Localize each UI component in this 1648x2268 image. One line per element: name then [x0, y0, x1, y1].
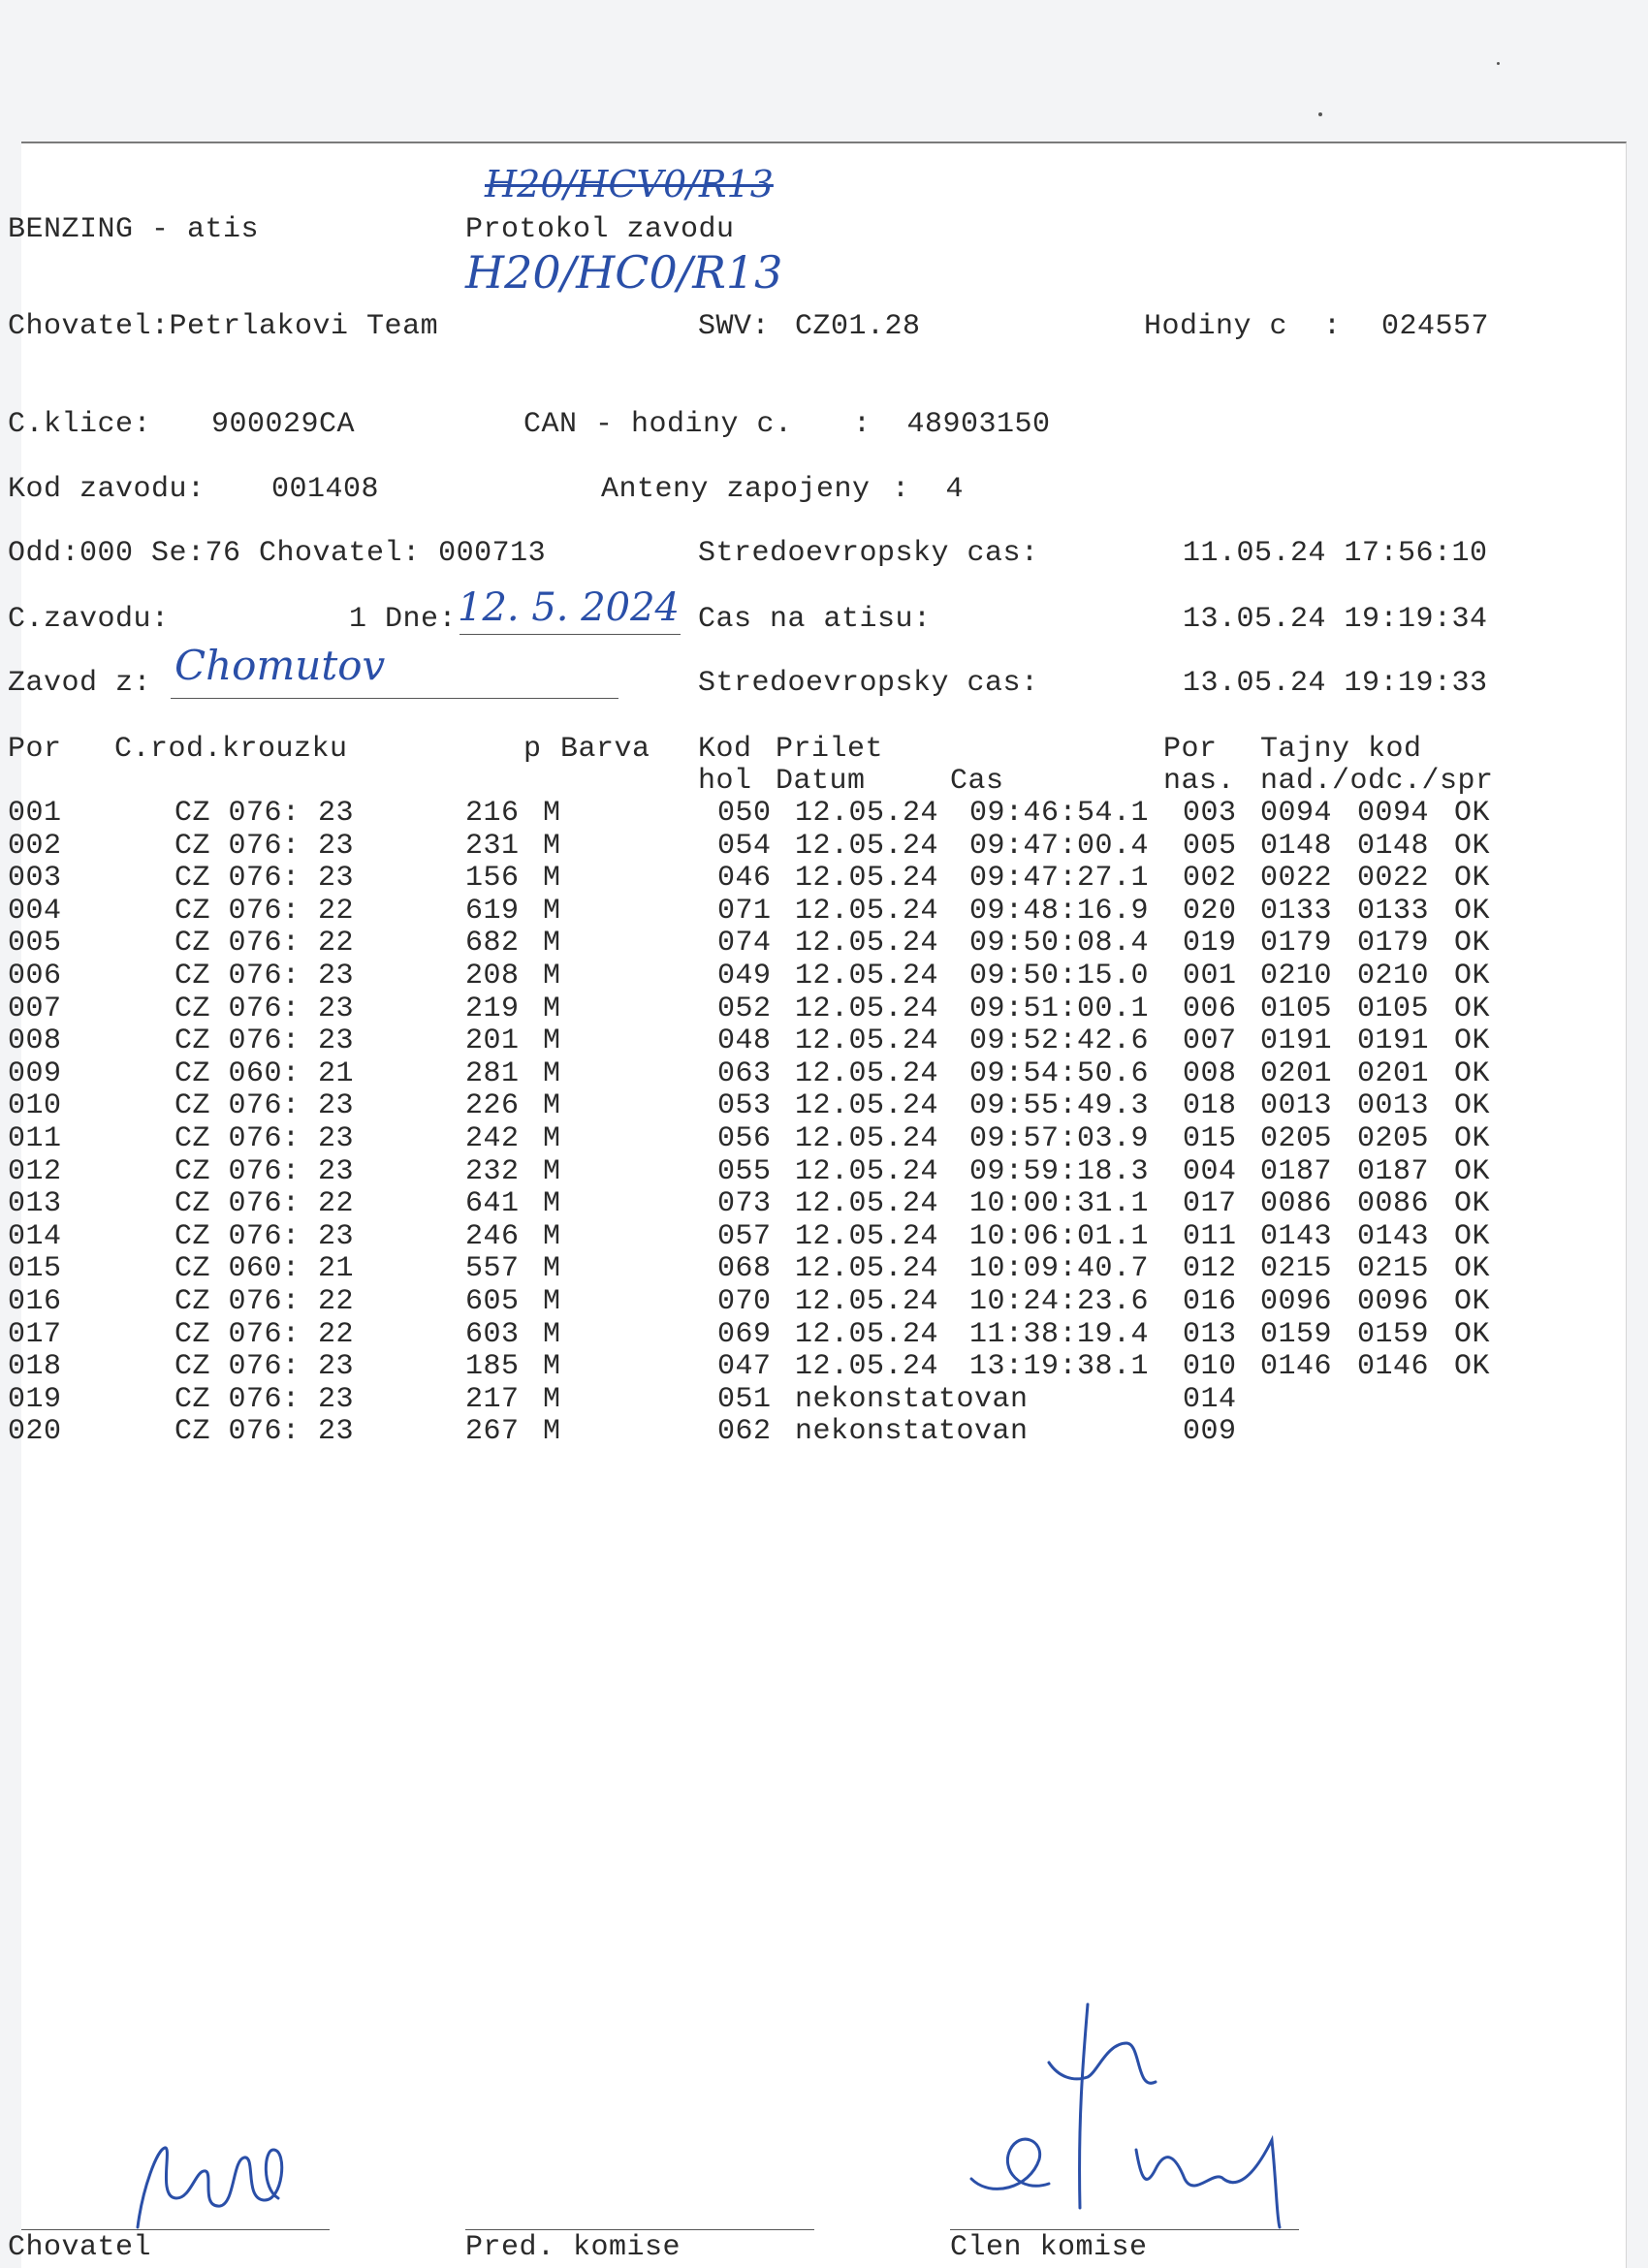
cet1-value: 11.05.24 17:56:10: [1183, 537, 1488, 570]
row-por-nas: 018: [1183, 1089, 1237, 1123]
row-code-nad: 0179: [1260, 927, 1333, 961]
row-sex: M: [543, 1382, 561, 1416]
row-ring: CZ 076: 23: [174, 1415, 355, 1449]
col-color: Barva: [560, 733, 650, 766]
row-status: OK: [1454, 1350, 1491, 1384]
row-date: nekonstatovan: [795, 1382, 1029, 1416]
row-kod: 048: [717, 1024, 772, 1058]
row-kod: 051: [717, 1382, 772, 1416]
row-status: OK: [1454, 1154, 1491, 1188]
antennas-value: : 4: [892, 473, 965, 506]
row-sex: M: [543, 1024, 561, 1058]
row-sex: M: [543, 1089, 561, 1123]
breeder-signature: [118, 2130, 312, 2237]
row-code-nad: 0086: [1260, 1187, 1333, 1221]
row-date: 12.05.24: [795, 1056, 939, 1090]
row-time: 09:57:03.9: [969, 1122, 1150, 1155]
col-por2: Por: [1163, 733, 1218, 766]
row-kod: 071: [717, 894, 772, 928]
cet1-label: Stredoevropsky cas:: [698, 537, 1039, 570]
can-value: : 48903150: [853, 408, 1051, 441]
row-code-odc: 0187: [1357, 1154, 1430, 1188]
row-ring: CZ 076: 23: [174, 1350, 355, 1384]
row-por: 009: [8, 1056, 62, 1090]
race-date-handwritten: 12. 5. 2024: [458, 585, 681, 630]
row-time: 13:19:38.1: [969, 1350, 1150, 1384]
row-kod: 062: [717, 1415, 772, 1449]
row-ring-no: 226: [465, 1089, 520, 1123]
row-time: 10:00:31.1: [969, 1187, 1150, 1221]
row-ring: CZ 076: 23: [174, 1024, 355, 1058]
col-datum: Datum: [776, 765, 866, 798]
row-kod: 056: [717, 1122, 772, 1155]
row-code-odc: 0210: [1357, 960, 1430, 992]
row-status: OK: [1454, 1122, 1491, 1155]
row-status: OK: [1454, 1317, 1491, 1351]
clock-value: 024557: [1381, 310, 1490, 343]
cet2-label: Stredoevropsky cas:: [698, 667, 1039, 700]
row-time: 09:52:42.6: [969, 1024, 1150, 1058]
race-no-value: 1 Dne:: [349, 603, 458, 636]
row-sex: M: [543, 829, 561, 863]
row-por-nas: 005: [1183, 829, 1237, 863]
row-sex: M: [543, 797, 561, 830]
row-time: 09:51:00.1: [969, 992, 1150, 1025]
row-status: OK: [1454, 927, 1491, 961]
atis-time-value: 13.05.24 19:19:34: [1183, 603, 1488, 636]
row-code-nad: 0187: [1260, 1154, 1333, 1188]
row-ring-no: 557: [465, 1252, 520, 1286]
protocol-code-struck: H20/HCV0/R13: [485, 163, 774, 205]
row-por-nas: 002: [1183, 862, 1237, 896]
row-por: 018: [8, 1350, 62, 1384]
row-ring: CZ 060: 21: [174, 1252, 355, 1286]
row-time: 09:47:00.4: [969, 829, 1150, 863]
row-status: OK: [1454, 862, 1491, 896]
row-code-nad: 0159: [1260, 1317, 1333, 1351]
row-code-nad: 0215: [1260, 1252, 1333, 1286]
row-status: OK: [1454, 1219, 1491, 1253]
row-kod: 070: [717, 1285, 772, 1318]
section-line: Odd:000 Se:76 Chovatel: 000713: [8, 537, 547, 570]
row-kod: 068: [717, 1252, 772, 1286]
race-from-handwritten: Chomutov: [174, 642, 386, 689]
col-codes: nad./odc./spr: [1260, 765, 1494, 798]
row-sex: M: [543, 992, 561, 1025]
row-code-odc: 0094: [1357, 797, 1430, 830]
row-kod: 074: [717, 927, 772, 961]
member-sign-label: Clen komise: [950, 2231, 1148, 2264]
row-ring-no: 603: [465, 1317, 520, 1351]
row-kod: 052: [717, 992, 772, 1025]
row-date: 12.05.24: [795, 1317, 939, 1351]
row-time: 09:59:18.3: [969, 1154, 1150, 1188]
key-value: 900029CA: [211, 408, 356, 441]
date-underline: [460, 634, 681, 635]
cet2-value: 13.05.24 19:19:33: [1183, 667, 1488, 700]
breeder-line: Chovatel:Petrlakovi Team: [8, 310, 439, 343]
row-ring-no: 232: [465, 1154, 520, 1188]
row-por: 015: [8, 1252, 62, 1286]
row-status: OK: [1454, 1056, 1491, 1090]
row-por-nas: 007: [1183, 1024, 1237, 1058]
row-date: 12.05.24: [795, 829, 939, 863]
member-signature: [952, 1985, 1417, 2227]
row-por-nas: 010: [1183, 1350, 1237, 1384]
row-time: 10:24:23.6: [969, 1285, 1150, 1318]
row-kod: 053: [717, 1089, 772, 1123]
row-time: 09:48:16.9: [969, 894, 1150, 928]
row-ring-no: 242: [465, 1122, 520, 1155]
member-sign-line: [950, 2229, 1299, 2230]
row-date: 12.05.24: [795, 1350, 939, 1384]
row-status: OK: [1454, 797, 1491, 830]
row-date: 12.05.24: [795, 1219, 939, 1253]
row-date: nekonstatovan: [795, 1415, 1029, 1449]
row-code-odc: 0096: [1357, 1285, 1430, 1318]
row-ring-no: 201: [465, 1024, 520, 1058]
row-sex: M: [543, 1187, 561, 1221]
row-sex: M: [543, 1056, 561, 1090]
row-sex: M: [543, 894, 561, 928]
row-date: 12.05.24: [795, 1154, 939, 1188]
row-status: OK: [1454, 1089, 1491, 1123]
row-por: 010: [8, 1089, 62, 1123]
row-ring: CZ 076: 23: [174, 1089, 355, 1123]
row-por: 017: [8, 1317, 62, 1351]
row-ring: CZ 076: 23: [174, 1219, 355, 1253]
row-date: 12.05.24: [795, 960, 939, 992]
row-ring: CZ 076: 22: [174, 927, 355, 961]
row-code-nad: 0143: [1260, 1219, 1333, 1253]
row-por-nas: 008: [1183, 1056, 1237, 1090]
row-kod: 073: [717, 1187, 772, 1221]
row-time: 10:09:40.7: [969, 1252, 1150, 1286]
row-sex: M: [543, 1219, 561, 1253]
col-nas: nas.: [1163, 765, 1236, 798]
row-code-odc: 0201: [1357, 1056, 1430, 1090]
row-por-nas: 004: [1183, 1154, 1237, 1188]
row-sex: M: [543, 1415, 561, 1449]
row-code-odc: 0086: [1357, 1187, 1430, 1221]
row-por-nas: 011: [1183, 1219, 1237, 1253]
row-por: 003: [8, 862, 62, 896]
row-ring: CZ 076: 22: [174, 894, 355, 928]
row-ring-no: 231: [465, 829, 520, 863]
row-por: 014: [8, 1219, 62, 1253]
row-code-odc: 0215: [1357, 1252, 1430, 1286]
row-code-odc: 0013: [1357, 1089, 1430, 1123]
row-ring-no: 682: [465, 927, 520, 961]
row-ring: CZ 076: 23: [174, 862, 355, 896]
col-sex: p: [523, 733, 542, 766]
row-kod: 049: [717, 960, 772, 992]
row-ring: CZ 076: 23: [174, 960, 355, 992]
row-code-nad: 0148: [1260, 829, 1333, 863]
race-code-label: Kod zavodu:: [8, 473, 206, 506]
chair-sign-label: Pred. komise: [465, 2231, 681, 2264]
row-status: OK: [1454, 894, 1491, 928]
row-status: OK: [1454, 992, 1491, 1025]
row-code-odc: 0105: [1357, 992, 1430, 1025]
row-time: 10:06:01.1: [969, 1219, 1150, 1253]
row-por-nas: 015: [1183, 1122, 1237, 1155]
row-time: 09:54:50.6: [969, 1056, 1150, 1090]
row-kod: 057: [717, 1219, 772, 1253]
row-status: OK: [1454, 829, 1491, 863]
row-code-nad: 0096: [1260, 1285, 1333, 1318]
row-date: 12.05.24: [795, 1187, 939, 1221]
row-ring-no: 185: [465, 1350, 520, 1384]
row-ring: CZ 076: 23: [174, 829, 355, 863]
row-date: 12.05.24: [795, 1024, 939, 1058]
row-code-odc: 0148: [1357, 829, 1430, 863]
row-status: OK: [1454, 1285, 1491, 1318]
key-label: C.klice:: [8, 408, 152, 441]
row-status: OK: [1454, 1187, 1491, 1221]
row-code-nad: 0201: [1260, 1056, 1333, 1090]
row-ring-no: 156: [465, 862, 520, 896]
breeder-sign-label: Chovatel: [8, 2231, 152, 2264]
row-ring: CZ 076: 23: [174, 1382, 355, 1416]
row-status: OK: [1454, 960, 1491, 992]
row-por: 005: [8, 927, 62, 961]
row-code-nad: 0013: [1260, 1089, 1333, 1123]
row-ring-no: 267: [465, 1415, 520, 1449]
row-date: 12.05.24: [795, 1089, 939, 1123]
row-kod: 054: [717, 829, 772, 863]
row-date: 12.05.24: [795, 862, 939, 896]
row-ring-no: 619: [465, 894, 520, 928]
row-code-odc: 0022: [1357, 862, 1430, 896]
row-code-nad: 0205: [1260, 1122, 1333, 1155]
race-no-label: C.zavodu:: [8, 603, 170, 636]
row-status: OK: [1454, 1252, 1491, 1286]
col-kod: Kod: [698, 733, 752, 766]
row-ring-no: 219: [465, 992, 520, 1025]
row-por: 012: [8, 1154, 62, 1188]
protocol-code-handwritten: H20/HC0/R13: [465, 246, 783, 299]
row-code-nad: 0022: [1260, 862, 1333, 896]
row-por: 004: [8, 894, 62, 928]
row-code-odc: 0179: [1357, 927, 1430, 961]
row-code-nad: 0133: [1260, 894, 1333, 928]
row-time: 11:38:19.4: [969, 1317, 1150, 1351]
row-code-odc: 0133: [1357, 894, 1430, 928]
row-sex: M: [543, 1350, 561, 1384]
row-code-nad: 0210: [1260, 960, 1333, 992]
row-code-nad: 0105: [1260, 992, 1333, 1025]
col-por: Por: [8, 733, 62, 766]
row-sex: M: [543, 1252, 561, 1286]
antennas-label: Anteny zapojeny: [601, 473, 871, 506]
chair-sign-line: [465, 2229, 814, 2230]
row-code-odc: 0205: [1357, 1122, 1430, 1155]
race-from-label: Zavod z:: [8, 667, 152, 700]
row-time: 09:46:54.1: [969, 797, 1150, 830]
protocol-sheet: [8, 142, 1627, 2268]
row-ring: CZ 060: 21: [174, 1056, 355, 1090]
row-ring: CZ 076: 23: [174, 992, 355, 1025]
row-por-nas: 001: [1183, 960, 1237, 992]
row-date: 12.05.24: [795, 927, 939, 961]
row-status: OK: [1454, 1024, 1491, 1058]
row-code-odc: 0159: [1357, 1317, 1430, 1351]
swv-value: CZ01.28: [795, 310, 921, 343]
row-por-nas: 016: [1183, 1285, 1237, 1318]
row-ring-no: 246: [465, 1219, 520, 1253]
atis-time-label: Cas na atisu:: [698, 603, 932, 636]
row-date: 12.05.24: [795, 992, 939, 1025]
row-date: 12.05.24: [795, 797, 939, 830]
row-por-nas: 019: [1183, 927, 1237, 961]
row-por: 007: [8, 992, 62, 1025]
row-por: 002: [8, 829, 62, 863]
row-time: 09:50:15.0: [969, 960, 1150, 992]
row-por: 001: [8, 797, 62, 830]
can-label: CAN - hodiny c.: [523, 408, 793, 441]
swv-label: SWV:: [698, 310, 771, 343]
row-por: 016: [8, 1285, 62, 1318]
race-code-value: 001408: [271, 473, 380, 506]
row-por: 013: [8, 1187, 62, 1221]
row-code-odc: 0146: [1357, 1350, 1430, 1384]
row-kod: 055: [717, 1154, 772, 1188]
row-por-nas: 017: [1183, 1187, 1237, 1221]
scan-speck: [1497, 62, 1500, 65]
row-por: 019: [8, 1382, 62, 1416]
row-sex: M: [543, 960, 561, 992]
row-code-odc: 0191: [1357, 1024, 1430, 1058]
row-ring: CZ 076: 23: [174, 1122, 355, 1155]
row-date: 12.05.24: [795, 1122, 939, 1155]
row-kod: 069: [717, 1317, 772, 1351]
row-ring-no: 281: [465, 1056, 520, 1090]
row-por: 011: [8, 1122, 62, 1155]
row-ring-no: 605: [465, 1285, 520, 1318]
row-code-odc: 0143: [1357, 1219, 1430, 1253]
row-sex: M: [543, 862, 561, 896]
row-kod: 063: [717, 1056, 772, 1090]
row-ring: CZ 076: 22: [174, 1187, 355, 1221]
col-prilet: Prilet: [776, 733, 884, 766]
row-por-nas: 013: [1183, 1317, 1237, 1351]
row-por-nas: 020: [1183, 894, 1237, 928]
row-code-nad: 0094: [1260, 797, 1333, 830]
race-from-underline: [171, 698, 618, 699]
row-sex: M: [543, 1122, 561, 1155]
row-por-nas: 009: [1183, 1415, 1237, 1449]
row-por-nas: 012: [1183, 1252, 1237, 1286]
col-hol: hol: [698, 765, 752, 798]
row-por-nas: 006: [1183, 992, 1237, 1025]
row-ring: CZ 076: 22: [174, 1317, 355, 1351]
row-por-nas: 014: [1183, 1382, 1237, 1416]
row-sex: M: [543, 1317, 561, 1351]
protocol-title: Protokol zavodu: [465, 213, 735, 246]
row-date: 12.05.24: [795, 1285, 939, 1318]
col-ring: C.rod.krouzku: [114, 733, 348, 766]
row-ring: CZ 076: 23: [174, 797, 355, 830]
row-kod: 046: [717, 862, 772, 896]
row-sex: M: [543, 927, 561, 961]
clock-label: Hodiny c :: [1144, 310, 1342, 343]
row-ring: CZ 076: 22: [174, 1285, 355, 1318]
row-ring-no: 208: [465, 960, 520, 992]
row-ring-no: 217: [465, 1382, 520, 1416]
row-date: 12.05.24: [795, 1252, 939, 1286]
col-secret: Tajny kod: [1260, 733, 1422, 766]
scan-speck: [1318, 112, 1322, 116]
row-por: 008: [8, 1024, 62, 1058]
row-sex: M: [543, 1154, 561, 1188]
device-name: BENZING - atis: [8, 213, 260, 246]
row-por: 006: [8, 960, 62, 992]
row-date: 12.05.24: [795, 894, 939, 928]
row-code-nad: 0191: [1260, 1024, 1333, 1058]
row-kod: 047: [717, 1350, 772, 1384]
row-sex: M: [543, 1285, 561, 1318]
row-code-nad: 0146: [1260, 1350, 1333, 1384]
row-por-nas: 003: [1183, 797, 1237, 830]
row-por: 020: [8, 1415, 62, 1449]
row-time: 09:50:08.4: [969, 927, 1150, 961]
row-ring-no: 216: [465, 797, 520, 830]
col-cas: Cas: [950, 765, 1004, 798]
row-time: 09:55:49.3: [969, 1089, 1150, 1123]
row-ring-no: 641: [465, 1187, 520, 1221]
row-kod: 050: [717, 797, 772, 830]
row-ring: CZ 076: 23: [174, 1154, 355, 1188]
row-time: 09:47:27.1: [969, 862, 1150, 896]
